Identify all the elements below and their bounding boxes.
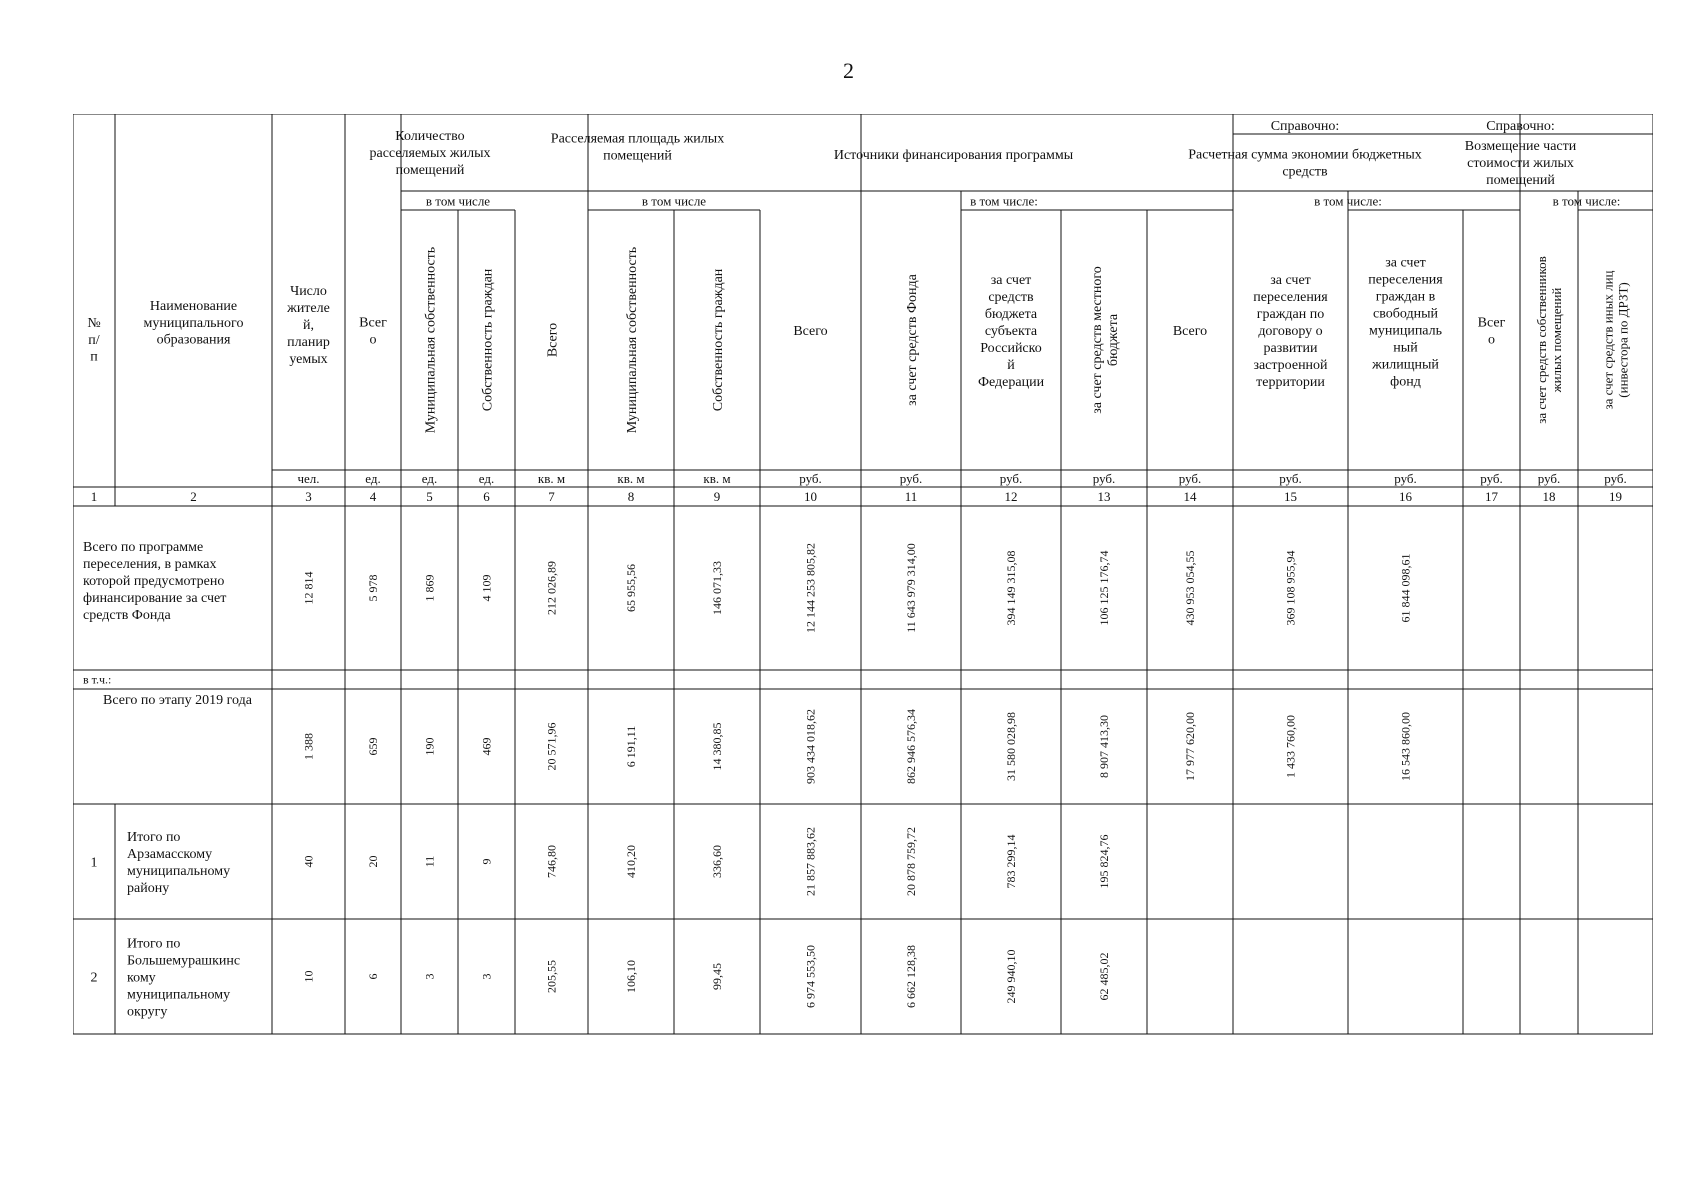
resettlement-program-table <box>73 114 1653 1039</box>
unit-label: руб. <box>1604 471 1627 487</box>
unit-label: руб. <box>799 471 822 487</box>
cell-text: Справочно: <box>1486 118 1555 134</box>
value-cell: 862 946 576,34 <box>904 709 919 784</box>
cell-text: Всего <box>793 323 828 339</box>
unit-label: кв. м <box>617 471 645 487</box>
value-cell: 212 026,89 <box>544 561 559 615</box>
cell-text: Всего <box>545 322 561 358</box>
cell-text: за счет средств Фонда <box>904 274 920 406</box>
unit-label: чел. <box>297 471 320 487</box>
cell-text: за счет средств иных лиц(инвестора по ДРЗТ) <box>1600 270 1631 410</box>
cell-text: Всего <box>1172 323 1208 339</box>
value-cell: 14 380,85 <box>710 722 725 771</box>
cell-text: за счет переселения граждан по договору о развитии застроенной территории <box>1253 272 1328 390</box>
value-cell: 205,55 <box>544 960 559 993</box>
column-number: 10 <box>804 489 817 505</box>
value-cell: 195 824,76 <box>1097 834 1112 889</box>
value-cell: 12 814 <box>301 571 316 605</box>
value-cell: 369 108 955,94 <box>1283 550 1298 626</box>
cell-text: в том числе <box>641 193 707 209</box>
column-number: 7 <box>548 489 555 505</box>
cell-text: Источники финансирования программы <box>833 147 1074 163</box>
cell-text: Наименование муниципального образования <box>143 299 244 348</box>
cell-text: Расчетная сумма экономии бюджетных средств <box>1188 147 1422 180</box>
column-number: 2 <box>190 489 197 505</box>
value-cell: 62 485,02 <box>1097 952 1112 1001</box>
cell-text: Собственность граждан <box>480 268 496 412</box>
value-cell: 903 434 018,62 <box>803 709 818 784</box>
cell-text: Муниципальная собственность <box>624 246 640 434</box>
unit-label: руб. <box>1279 471 1302 487</box>
cell-text: за счет средств местногобюджета <box>1089 266 1121 414</box>
value-cell: 106,10 <box>624 960 639 993</box>
value-cell: 6 974 553,50 <box>803 945 818 1008</box>
cell-text: Возмещение части стоимости жилых помещений <box>1464 138 1577 188</box>
unit-label: руб. <box>1394 471 1417 487</box>
row-number: 2 <box>90 970 98 986</box>
cell-text: в том числе: <box>1314 193 1382 209</box>
page-number: 2 <box>843 58 854 83</box>
value-cell: 61 844 098,61 <box>1398 553 1413 623</box>
column-number: 11 <box>904 489 918 505</box>
column-number: 3 <box>305 489 312 505</box>
value-cell: 783 299,14 <box>1004 834 1019 889</box>
column-number: 13 <box>1097 489 1111 505</box>
cell-text: Всег о <box>359 315 387 348</box>
unit-label: кв. м <box>537 471 566 487</box>
value-cell: 659 <box>366 737 381 756</box>
value-cell: 6 191,11 <box>624 725 639 768</box>
value-cell: 146 071,33 <box>710 561 725 615</box>
cell-text: за счет средств бюджета субъекта Российско й Федерации <box>977 272 1045 390</box>
value-cell: 6 662 128,38 <box>904 945 919 1008</box>
value-cell: 9 <box>479 858 494 865</box>
value-cell: 10 <box>301 970 316 983</box>
unit-label: ед. <box>365 471 381 487</box>
value-cell: 1 869 <box>422 574 437 602</box>
cell-text: Число жителе й, планир уемых <box>287 283 330 367</box>
unit-label: кв. м <box>703 471 731 487</box>
value-cell: 3 <box>479 973 494 980</box>
cell-text: Собственность граждан <box>710 268 726 412</box>
value-cell: 20 571,96 <box>544 722 559 771</box>
value-cell: 20 <box>366 855 381 868</box>
cell-text: Муниципальная собственность <box>423 246 439 434</box>
value-cell: 1 388 <box>301 733 316 760</box>
value-cell: 40 <box>301 855 316 868</box>
value-cell: 17 977 620,00 <box>1183 712 1198 781</box>
including-label: в т.ч.: <box>83 672 112 687</box>
column-number: 15 <box>1284 489 1297 505</box>
unit-label: руб. <box>899 471 923 487</box>
row-label-stage-2019: Всего по этапу 2019 года <box>103 693 252 709</box>
value-cell: 21 857 883,62 <box>803 827 818 896</box>
unit-label: руб. <box>1480 471 1503 487</box>
unit-label: руб. <box>1178 471 1202 487</box>
column-number: 9 <box>713 489 721 505</box>
cell-text: № п/ п <box>87 316 101 365</box>
value-cell: 11 <box>422 855 437 868</box>
column-number: 14 <box>1183 489 1197 505</box>
row-label-program-total: Всего по программе переселения, в рамках которой предусмотрено финансирование за счет средств Фонда <box>83 540 227 624</box>
value-cell: 3 <box>422 973 437 980</box>
value-cell: 65 955,56 <box>624 564 639 612</box>
cell-text: в том числе <box>425 193 491 209</box>
value-cell: 106 125 176,74 <box>1097 550 1112 626</box>
unit-label: руб. <box>1537 471 1561 487</box>
column-number: 19 <box>1609 489 1622 505</box>
value-cell: 336,60 <box>710 845 725 878</box>
value-cell: 469 <box>479 737 494 756</box>
row-label-item: Итого по Арзамасскому муниципальному району <box>127 829 231 896</box>
column-number: 4 <box>369 489 377 505</box>
column-number: 5 <box>426 489 433 505</box>
value-cell: 430 953 054,55 <box>1183 550 1198 626</box>
value-cell: 4 109 <box>479 574 494 602</box>
value-cell: 99,45 <box>710 963 725 990</box>
cell-text: Справочно: <box>1270 118 1340 134</box>
row-number: 1 <box>90 855 98 871</box>
column-number: 18 <box>1542 489 1556 505</box>
cell-text: Количество расселяемых жилых помещений <box>369 128 491 178</box>
value-cell: 6 <box>366 973 381 980</box>
cell-text: за счет переселения граждан в свободный муниципаль ный жилищный фонд <box>1368 255 1443 390</box>
row-label-item: Итого по Большемурашкинс кому муниципальному округу <box>127 936 241 1020</box>
cell-text: за счет средств собственниковжилых помещений <box>1534 256 1565 424</box>
value-cell: 8 907 413,30 <box>1097 715 1112 778</box>
unit-label: руб. <box>999 471 1023 487</box>
cell-text: в том числе: <box>970 193 1038 209</box>
value-cell: 394 149 315,08 <box>1004 550 1019 626</box>
value-cell: 20 878 759,72 <box>904 827 919 896</box>
column-number: 17 <box>1485 489 1498 505</box>
cell-text: Всег о <box>1477 315 1506 348</box>
column-number: 1 <box>90 489 98 505</box>
value-cell: 410,20 <box>624 845 639 878</box>
unit-label: ед. <box>478 471 495 487</box>
value-cell: 249 940,10 <box>1004 949 1019 1004</box>
column-number: 12 <box>1004 489 1018 505</box>
value-cell: 31 580 028,98 <box>1004 712 1019 781</box>
cell-text: Расселяемая площадь жилых помещений <box>550 131 725 164</box>
value-cell: 190 <box>422 737 437 756</box>
value-cell: 16 543 860,00 <box>1398 712 1413 781</box>
unit-label: ед. <box>421 471 438 487</box>
column-number: 8 <box>627 489 635 505</box>
value-cell: 1 433 760,00 <box>1283 715 1298 778</box>
value-cell: 12 144 253 805,82 <box>803 543 818 633</box>
value-cell: 5 978 <box>366 574 381 602</box>
value-cell: 11 643 979 314,00 <box>904 543 919 633</box>
column-number: 6 <box>483 489 490 505</box>
column-number: 16 <box>1399 489 1412 505</box>
cell-text: в том числе: <box>1552 193 1621 209</box>
unit-label: руб. <box>1092 471 1116 487</box>
value-cell: 746,80 <box>544 845 559 878</box>
